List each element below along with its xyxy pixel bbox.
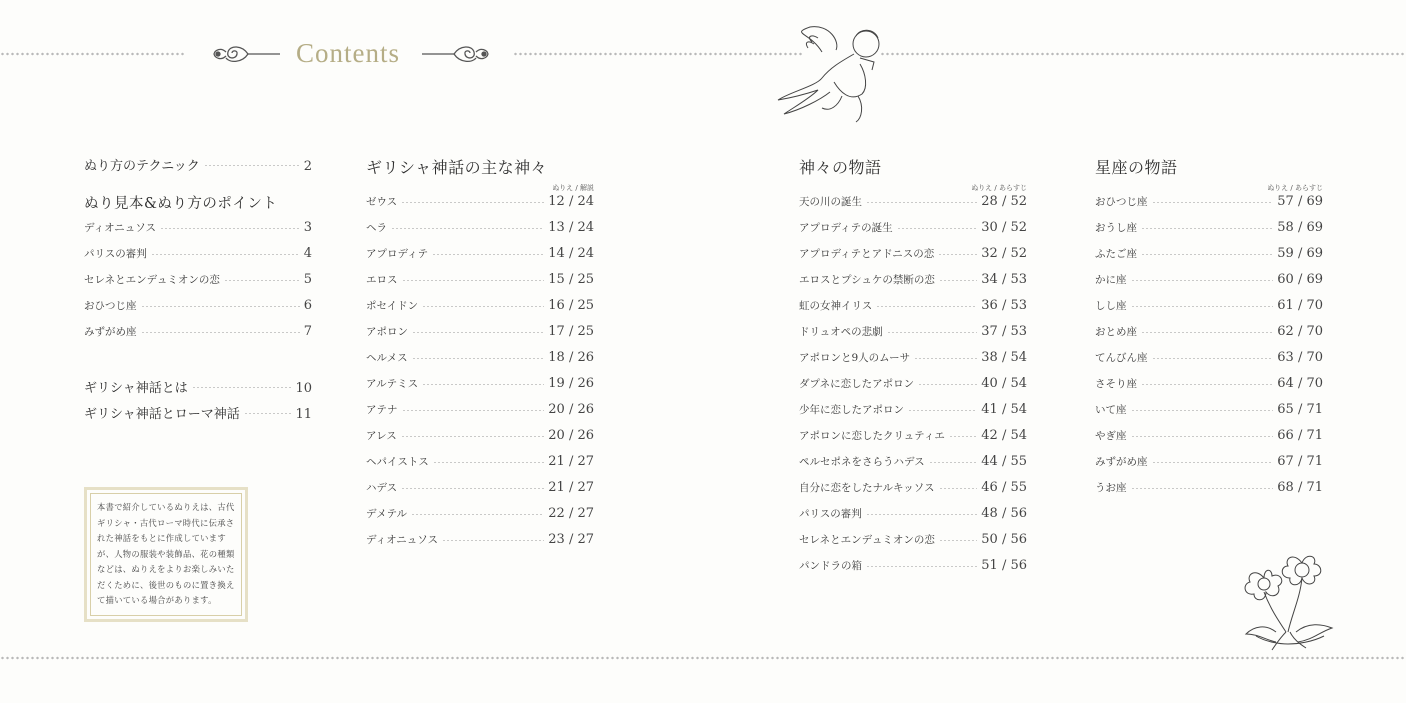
list-item[interactable] [799, 298, 1027, 313]
leader-dots [914, 358, 977, 359]
entry-label: アルテミス [366, 378, 419, 390]
entry-label: ポセイドン [366, 300, 419, 312]
leader-dots [1152, 358, 1274, 359]
entry-page: 50 / 56 [981, 532, 1027, 547]
entry-label: アテナ [366, 404, 398, 416]
leader-dots [908, 410, 977, 411]
leader-dots [411, 514, 544, 515]
entry-page: 58 / 69 [1277, 220, 1323, 235]
leader-dots [1152, 202, 1274, 203]
entry-page: 51 / 56 [981, 558, 1027, 573]
entry-page: 5 [303, 272, 312, 287]
entry-label: パリスの審判 [84, 248, 147, 260]
entry-page: 64 / 70 [1277, 376, 1323, 391]
list-item[interactable] [366, 324, 594, 339]
entry-page: 11 [295, 407, 312, 422]
entry-page: 36 / 53 [981, 298, 1027, 313]
entry-page: 37 / 53 [981, 324, 1027, 339]
leader-dots [918, 384, 977, 385]
entry-label: ディオニュソス [366, 534, 439, 546]
entry-page: 68 / 71 [1277, 480, 1323, 495]
list-item[interactable] [799, 272, 1027, 287]
list-item[interactable] [84, 272, 312, 287]
entry-label: ドリュオペの悲劇 [799, 326, 883, 338]
section-heading: 神々の物語 [799, 158, 882, 177]
entry-page: 61 / 70 [1277, 298, 1323, 313]
leader-dots [422, 384, 544, 385]
leader-dots [929, 462, 978, 463]
entry-page: 42 / 54 [981, 428, 1027, 443]
entry-label: デメテル [366, 508, 408, 520]
entry-label: エロス [366, 274, 398, 286]
entry-label: うお座 [1095, 482, 1127, 494]
leader-dots [1131, 436, 1274, 437]
leader-dots [939, 280, 977, 281]
entry-label: ゼウス [366, 196, 398, 208]
section-heading: ギリシャ神話の主な神々 [366, 158, 548, 177]
leader-dots [224, 280, 300, 281]
entry-page: 21 / 27 [548, 480, 594, 495]
entry-label: ギリシャ神話とローマ神話 [84, 407, 240, 422]
leader-dots [391, 228, 544, 229]
entry-label: アポロンと9人のムーサ [799, 352, 911, 364]
entry-page: 19 / 26 [548, 376, 594, 391]
leader-dots [204, 165, 300, 166]
leader-dots [412, 332, 544, 333]
note-line: だくために、後世のものに置き換え [97, 579, 235, 590]
leader-dots [141, 306, 300, 307]
leader-dots [422, 306, 544, 307]
leader-dots [1131, 488, 1274, 489]
entry-label: 天の川の誕生 [799, 196, 862, 208]
list-item[interactable] [1095, 454, 1323, 469]
entry-page: 62 / 70 [1277, 324, 1323, 339]
entry-label: アプロディテとアドニスの恋 [799, 248, 935, 260]
top-border-middle [513, 52, 803, 56]
entry-page: 57 / 69 [1277, 194, 1323, 209]
anemone-flower-illustration-icon [1236, 552, 1346, 652]
entry-label: ぬり方のテクニック [84, 159, 200, 174]
list-item[interactable] [799, 454, 1027, 469]
list-item[interactable] [366, 220, 594, 235]
flourish-right-icon [420, 42, 490, 66]
list-item[interactable] [1095, 246, 1323, 261]
leader-dots [433, 462, 544, 463]
entry-label: てんびん座 [1095, 352, 1148, 364]
entry-page: 15 / 25 [548, 272, 594, 287]
entry-page: 3 [303, 220, 312, 235]
entry-page: 22 / 27 [548, 506, 594, 521]
entry-label: セレネとエンデュミオンの恋 [84, 274, 220, 286]
leader-dots [1141, 332, 1273, 333]
entry-label: おうし座 [1095, 222, 1137, 234]
entry-label: アレス [366, 430, 397, 442]
list-item[interactable] [84, 324, 312, 339]
list-item[interactable] [799, 480, 1027, 495]
leader-dots [442, 540, 544, 541]
list-item[interactable] [1095, 428, 1323, 443]
entry-label: おとめ座 [1095, 326, 1137, 338]
entry-label: みずがめ座 [84, 326, 137, 338]
column-subhead: ぬりえ / あらすじ [1267, 184, 1323, 192]
note-line: などは、ぬりえをよりお楽しみいた [97, 564, 235, 574]
entry-label: ダプネに恋したアポロン [799, 378, 915, 390]
entry-page: 7 [303, 324, 312, 339]
entry-page: 59 / 69 [1277, 246, 1323, 261]
entry-label: おひつじ座 [1095, 196, 1148, 208]
entry-page: 30 / 52 [981, 220, 1027, 235]
list-item[interactable] [366, 376, 594, 391]
entry-page: 23 / 27 [548, 532, 594, 547]
list-item[interactable] [1095, 376, 1323, 391]
leader-dots [141, 332, 300, 333]
entry-label: アポロン [366, 326, 408, 338]
top-border-right [880, 52, 1406, 56]
list-item[interactable] [799, 506, 1027, 521]
list-item[interactable] [366, 428, 594, 443]
list-item[interactable] [366, 402, 594, 417]
leader-dots [160, 228, 300, 229]
list-item[interactable] [366, 272, 594, 287]
leader-dots [1131, 410, 1274, 411]
top-border-left [0, 52, 185, 56]
column-subhead: ぬりえ / あらすじ [971, 184, 1027, 192]
leader-dots [401, 488, 544, 489]
leader-dots [432, 254, 544, 255]
list-item[interactable] [799, 324, 1027, 339]
entry-page: 13 / 24 [548, 220, 594, 235]
entry-label: ペルセポネをさらうハデス [799, 456, 925, 468]
entry-page: 2 [303, 159, 312, 174]
column-subhead: ぬりえ / 解説 [552, 184, 594, 192]
entry-label: ギリシャ神話とは [84, 381, 188, 396]
leader-dots [876, 306, 977, 307]
list-item[interactable] [1095, 272, 1323, 287]
leader-dots [192, 387, 292, 388]
entry-label: 自分に恋をしたナルキッソス [799, 482, 935, 494]
list-item[interactable] [799, 220, 1027, 235]
entry-label: みずがめ座 [1095, 456, 1148, 468]
entry-page: 17 / 25 [548, 324, 594, 339]
entry-label: いて座 [1095, 404, 1127, 416]
list-item[interactable] [1095, 402, 1323, 417]
entry-page: 4 [303, 246, 312, 261]
list-item[interactable] [366, 480, 594, 495]
leader-dots [412, 358, 545, 359]
leader-dots [938, 254, 977, 255]
entry-page: 34 / 53 [981, 272, 1027, 287]
entry-label: ヘラ [366, 222, 387, 234]
list-item[interactable] [366, 454, 594, 469]
entry-page: 28 / 52 [981, 194, 1027, 209]
list-item[interactable] [84, 155, 312, 174]
cherub-illustration-icon [770, 22, 890, 132]
entry-page: 46 / 55 [981, 480, 1027, 495]
entry-page: 40 / 54 [981, 376, 1027, 391]
list-item[interactable] [1095, 194, 1323, 209]
list-item[interactable] [366, 350, 594, 365]
list-item[interactable] [799, 194, 1027, 209]
entry-page: 20 / 26 [548, 428, 594, 443]
entry-label: しし座 [1095, 300, 1127, 312]
list-item[interactable] [366, 298, 594, 313]
list-item[interactable] [799, 246, 1027, 261]
note-line: て描いている場合があります。 [97, 595, 217, 605]
leader-dots [866, 202, 977, 203]
entry-page: 20 / 26 [548, 402, 594, 417]
leader-dots [897, 228, 978, 229]
entry-label: エロスとプシュケの禁断の恋 [799, 274, 935, 286]
entry-label: アポロンに恋したクリュティエ [799, 430, 945, 442]
list-item[interactable] [366, 506, 594, 521]
entry-label: やぎ座 [1095, 430, 1127, 442]
entry-label: さそり座 [1095, 378, 1137, 390]
leader-dots [1131, 306, 1274, 307]
entry-page: 66 / 71 [1277, 428, 1323, 443]
leader-dots [1141, 384, 1273, 385]
entry-page: 63 / 70 [1277, 350, 1323, 365]
leader-dots [402, 410, 545, 411]
entry-label: アプロディテの誕生 [799, 222, 893, 234]
entry-label: 虹の女神イリス [799, 300, 873, 312]
bottom-border [0, 656, 1406, 660]
leader-dots [1152, 462, 1274, 463]
leader-dots [949, 436, 977, 437]
entry-page: 38 / 54 [981, 350, 1027, 365]
entry-page: 12 / 24 [548, 194, 594, 209]
entry-page: 48 / 56 [981, 506, 1027, 521]
page-title: Contents [296, 38, 401, 68]
list-item[interactable] [1095, 480, 1323, 495]
entry-label: パンドラの箱 [799, 560, 862, 572]
list-item[interactable] [1095, 350, 1323, 365]
leader-dots [1141, 254, 1273, 255]
entry-label: セレネとエンデュミオンの恋 [799, 534, 935, 546]
entry-label: ヘルメス [366, 352, 408, 364]
leader-dots [401, 202, 544, 203]
entry-page: 21 / 27 [548, 454, 594, 469]
leader-dots [401, 436, 545, 437]
note-line: れた神話をもとに作成しています [97, 533, 226, 543]
list-item[interactable] [84, 220, 312, 235]
leader-dots [244, 413, 292, 414]
leader-dots [151, 254, 300, 255]
list-item[interactable] [84, 298, 312, 313]
list-item[interactable] [799, 376, 1027, 391]
entry-label: ディオニュソス [84, 222, 157, 234]
leader-dots [1131, 280, 1274, 281]
entry-label: ハデス [366, 482, 398, 494]
entry-label: アプロディテ [366, 248, 429, 260]
list-item[interactable] [799, 402, 1027, 417]
list-item[interactable] [799, 428, 1027, 443]
leader-dots [939, 540, 977, 541]
list-item[interactable] [799, 558, 1027, 573]
entry-page: 32 / 52 [981, 246, 1027, 261]
note-line: ギリシャ・古代ローマ時代に伝承さ [97, 517, 235, 528]
leader-dots [402, 280, 545, 281]
list-item[interactable] [799, 532, 1027, 547]
leader-dots [866, 514, 977, 515]
section-heading: 星座の物語 [1095, 158, 1178, 177]
entry-label: ふたご座 [1095, 248, 1137, 260]
leader-dots [1141, 228, 1273, 229]
entry-page: 65 / 71 [1277, 402, 1323, 417]
entry-page: 16 / 25 [548, 298, 594, 313]
list-item[interactable] [84, 377, 312, 396]
list-item[interactable] [366, 194, 594, 209]
list-item[interactable] [366, 532, 594, 547]
list-item[interactable] [84, 403, 312, 422]
entry-page: 67 / 71 [1277, 454, 1323, 469]
entry-label: 少年に恋したアポロン [799, 404, 904, 416]
entry-page: 18 / 26 [548, 350, 594, 365]
entry-page: 6 [303, 298, 312, 313]
entry-page: 44 / 55 [981, 454, 1027, 469]
entry-page: 41 / 54 [981, 402, 1027, 417]
list-item[interactable] [1095, 298, 1323, 313]
entry-page: 14 / 24 [548, 246, 594, 261]
note-line: 本書で紹介しているぬりえは、古代 [97, 502, 235, 512]
list-item[interactable] [84, 246, 312, 261]
entry-label: おひつじ座 [84, 300, 137, 312]
note-box [84, 487, 248, 622]
leader-dots [866, 566, 977, 567]
entry-label: かに座 [1095, 274, 1127, 286]
list-item[interactable] [1095, 324, 1323, 339]
note-line: が、人物の服装や装飾品、花の種類 [97, 548, 235, 559]
list-item[interactable] [1095, 220, 1323, 235]
flourish-left-icon [212, 42, 282, 66]
section-heading: ぬり見本&ぬり方のポイント [84, 196, 278, 212]
list-item[interactable] [799, 350, 1027, 365]
leader-dots [939, 488, 978, 489]
entry-label: パリスの審判 [799, 508, 862, 520]
list-item[interactable] [366, 246, 594, 261]
note-text [97, 500, 237, 609]
entry-page: 60 / 69 [1277, 272, 1323, 287]
entry-label: ヘパイストス [366, 456, 429, 468]
entry-page: 10 [295, 381, 312, 396]
leader-dots [887, 332, 978, 333]
